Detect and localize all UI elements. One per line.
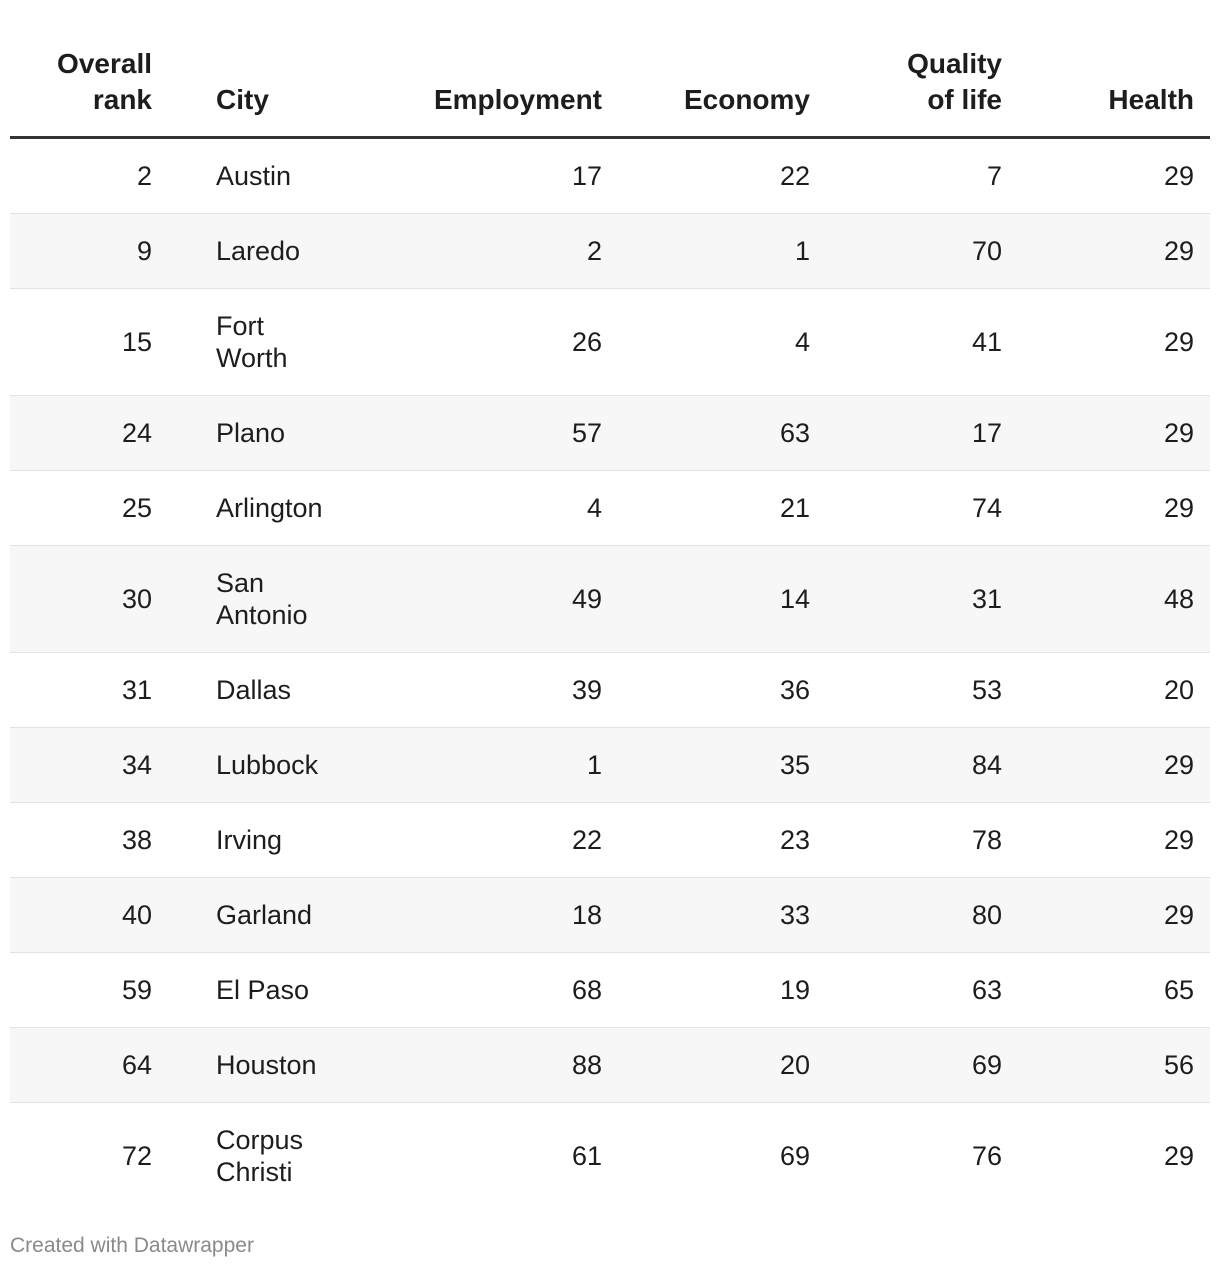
- cell-city: Lubbock: [168, 728, 358, 803]
- cell-city: Austin: [168, 138, 358, 214]
- cell-employment: 22: [358, 803, 618, 878]
- cell-city: Irving: [168, 803, 358, 878]
- cell-health: 48: [1018, 546, 1210, 653]
- cell-health: 29: [1018, 214, 1210, 289]
- cell-health: 29: [1018, 289, 1210, 396]
- cell-city: Laredo: [168, 214, 358, 289]
- cell-employment: 61: [571, 1141, 602, 1171]
- header-overall-rank: Overall rank: [10, 40, 168, 138]
- cell-economy: 23: [618, 803, 826, 878]
- cell-rank: 30: [10, 546, 168, 653]
- cell-health: 29: [1018, 471, 1210, 546]
- table-row: [10, 878, 1210, 953]
- cell-rank: 40: [10, 878, 168, 953]
- cell-health: 56: [1018, 1028, 1210, 1103]
- cell-employment: 26: [358, 289, 618, 396]
- cell-economy: 19: [618, 953, 826, 1028]
- header-employment: Employment: [358, 40, 618, 138]
- cell-city: Fort Worth: [168, 289, 358, 396]
- cell-quality-of-life: 78: [826, 803, 1018, 878]
- cell-city: San Antonio: [168, 546, 358, 653]
- table-header: [10, 40, 1210, 138]
- cell-health: 29: [1018, 728, 1210, 803]
- footer-credit: Created with Datawrapper: [10, 1234, 254, 1257]
- table-row: [10, 396, 1210, 471]
- cell-economy: 36: [618, 653, 826, 728]
- cell-economy: 1: [618, 214, 826, 289]
- cell-employment: 88: [358, 1028, 618, 1103]
- cell-rank: 38: [10, 803, 168, 878]
- header-quality-of-life: Quality of life: [826, 40, 1018, 138]
- table-row: [10, 214, 1210, 289]
- cell-rank: 64: [10, 1028, 168, 1103]
- table-row: [10, 289, 1210, 396]
- cell-quality-of-life: 69: [826, 1028, 1018, 1103]
- cell-quality-of-life: 31: [826, 546, 1018, 653]
- table-row: [10, 138, 1210, 214]
- header-city: City: [168, 40, 358, 138]
- table-row: [10, 953, 1210, 1028]
- cell-city: Garland: [168, 878, 358, 953]
- header-economy: Economy: [618, 40, 826, 138]
- cell-rank: 25: [10, 471, 168, 546]
- cell-quality-of-life: 84: [826, 728, 1018, 803]
- header-health: Health: [1018, 40, 1210, 138]
- table-row: [10, 728, 1210, 803]
- cell-employment: 18: [358, 878, 618, 953]
- cell-health: 20: [1018, 653, 1210, 728]
- cell-rank: 24: [10, 396, 168, 471]
- cell-economy: 22: [618, 138, 826, 214]
- cell-economy: 4: [618, 289, 826, 396]
- cell-health: 65: [1018, 953, 1210, 1028]
- cell-city: Dallas: [168, 653, 358, 728]
- table-row: [10, 653, 1210, 728]
- data-table: [10, 40, 1210, 1209]
- cell-city: Plano: [168, 396, 358, 471]
- cell-rank: 72: [121, 1141, 152, 1171]
- cell-employment: 4: [358, 471, 618, 546]
- cell-quality-of-life: 7: [826, 138, 1018, 214]
- cell-employment: 17: [358, 138, 618, 214]
- table-row: [10, 471, 1210, 546]
- table-body: [10, 138, 1210, 1210]
- table-row: [10, 1028, 1210, 1103]
- cell-quality-of-life: 41: [826, 289, 1018, 396]
- cell-economy: 63: [618, 396, 826, 471]
- cell-employment: 1: [358, 728, 618, 803]
- header-row: [10, 40, 1210, 138]
- cell-quality-of-life: 53: [826, 653, 1018, 728]
- cell-rank: 2: [10, 138, 168, 214]
- cell-employment: 68: [358, 953, 618, 1028]
- cell-quality-of-life: 17: [826, 396, 1018, 471]
- cell-economy: 14: [618, 546, 826, 653]
- cell-economy: 21: [618, 471, 826, 546]
- cell-economy: 69: [779, 1141, 810, 1171]
- cell-employment: 57: [358, 396, 618, 471]
- cell-rank: 9: [10, 214, 168, 289]
- cell-city: El Paso: [168, 953, 358, 1028]
- cell-health: 29: [1018, 803, 1210, 878]
- cell-economy: 35: [618, 728, 826, 803]
- cell-economy: 20: [618, 1028, 826, 1103]
- cell-quality-of-life: 63: [826, 953, 1018, 1028]
- cell-rank: 34: [10, 728, 168, 803]
- cell-health: 29: [1018, 396, 1210, 471]
- cell-rank: 31: [10, 653, 168, 728]
- cell-city: Arlington: [168, 471, 358, 546]
- cell-employment: 2: [358, 214, 618, 289]
- cell-health: 29: [1163, 1141, 1194, 1171]
- table-row: [10, 1103, 1210, 1210]
- cell-rank: 59: [10, 953, 168, 1028]
- cell-city: Corpus Christi: [216, 1125, 304, 1187]
- cell-quality-of-life: 70: [826, 214, 1018, 289]
- cell-economy: 33: [618, 878, 826, 953]
- table-row: [10, 803, 1210, 878]
- cell-health: 29: [1018, 878, 1210, 953]
- cell-city: Houston: [168, 1028, 358, 1103]
- cell-rank: 15: [10, 289, 168, 396]
- cell-quality-of-life: 76: [971, 1141, 1002, 1171]
- cell-employment: 49: [358, 546, 618, 653]
- cell-employment: 39: [358, 653, 618, 728]
- cell-quality-of-life: 80: [826, 878, 1018, 953]
- table-row: [10, 546, 1210, 653]
- cell-quality-of-life: 74: [826, 471, 1018, 546]
- cell-health: 29: [1018, 138, 1210, 214]
